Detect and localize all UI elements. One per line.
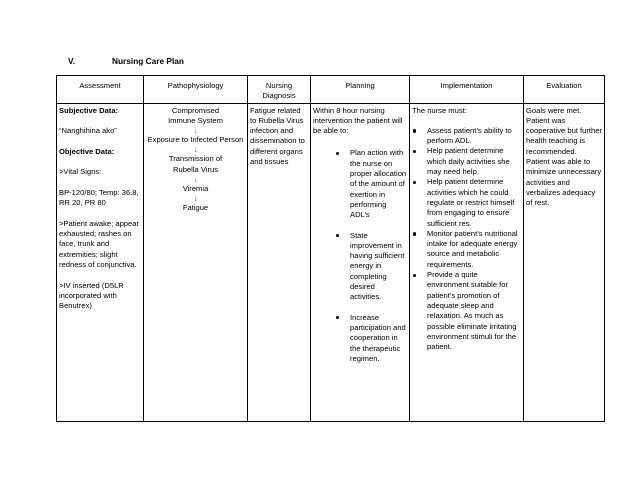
- implementation-list: [412, 126, 521, 353]
- planning-item-text: State improvement in having sufficient energy in completing desired activities.: [350, 230, 405, 302]
- patho-step: Fatigue: [182, 203, 209, 213]
- planning-cell: [311, 103, 410, 421]
- nursing-diagnosis-cell: [248, 103, 311, 421]
- patho-step: Exposure to Infected Person: [147, 135, 244, 145]
- section-number: V.: [68, 56, 76, 66]
- planning-intro: Within 8 hour nursing intervention the patient will be able to:: [313, 105, 403, 136]
- header-nursing-diagnosis: Nursing Diagnosis: [248, 76, 311, 104]
- objective-label: Objective Data:: [59, 146, 115, 156]
- bullet-icon: [336, 316, 339, 319]
- care-plan-row: [57, 103, 605, 421]
- down-arrow-icon: ↓: [193, 175, 198, 185]
- list-item: [350, 231, 407, 303]
- implementation-item-text: Provide a quite environment suitable for patient’s promotion of adequate sleep and relaxation. As much as possible eliminate irritating environment stimuli for the patient.: [427, 270, 517, 352]
- assessment-cell: [57, 103, 144, 421]
- patient-observation: >Patient awake; appear exhausted; rashes on face, trunk and extremities; slight redness of conjunctiva.: [59, 218, 140, 270]
- bullet-icon: [413, 274, 416, 277]
- bullet-icon: [336, 234, 339, 237]
- implementation-item-text: Assess patient’s ability to perform ADL.: [427, 125, 512, 146]
- patho-step: Compromised Immune System: [168, 105, 223, 125]
- planning-item-text: Increase participation and cooperation in the therapeutic regimen.: [350, 312, 406, 363]
- implementation-item-text: Help patient determine which daily activities she may need help.: [427, 146, 510, 177]
- header-pathophysiology: Pathophysiology: [144, 76, 248, 104]
- subjective-quote: “Nanghihina ako”: [59, 126, 117, 136]
- list-item: [427, 177, 521, 228]
- down-arrow-icon: ↓: [193, 126, 198, 136]
- list-item: [350, 313, 407, 364]
- header-implementation: Implementation: [410, 76, 524, 104]
- subjective-label: Subjective Data:: [59, 105, 119, 115]
- iv-note: >IV inserted (D5LR incorporated with Benutrex): [59, 280, 124, 311]
- pathophysiology-cell: [144, 103, 248, 421]
- evaluation-text: Goals were met. Patient was cooperative but further health teaching is recommended. Patient was able to minimize unnecessary activities and verbalizes adequacy of rest.: [526, 105, 602, 208]
- nursing-care-plan-table: [56, 75, 605, 422]
- vital-signs-label: >Vital Signs:: [59, 167, 102, 177]
- vital-signs-values: BP-120/80; Temp: 36.8, RR 20, PR 80: [59, 187, 139, 208]
- implementation-cell: [410, 103, 524, 421]
- planning-item-text: Plan action with the nurse on proper allocation of the amount of exertion in performing ADL’s: [350, 148, 407, 220]
- list-item: [350, 148, 407, 220]
- bullet-icon: [413, 181, 416, 184]
- patho-step: Transmission of Rubella Virus: [168, 154, 223, 174]
- list-item: [427, 229, 521, 270]
- bullet-icon: [413, 150, 416, 153]
- bullet-icon: [413, 232, 416, 235]
- nursing-diagnosis-text: Fatigue related to Rubella Virus infection and dissemination to different organs and tissues: [250, 105, 305, 167]
- implementation-item-text: Monitor patient’s nutritional intake for adequate energy source and metabolic requirements.: [427, 228, 518, 269]
- list-item: [427, 146, 521, 177]
- implementation-intro: The nurse must:: [412, 105, 467, 115]
- bullet-icon: [413, 129, 416, 132]
- section-title: Nursing Care Plan: [112, 56, 184, 66]
- header-assessment: Assessment: [57, 76, 144, 104]
- planning-list: [313, 148, 407, 364]
- implementation-item-text: Help patient determine activities which he could regulate or restrict himself from engaging to ensure sufficient res.: [427, 177, 515, 228]
- down-arrow-icon: ↓: [193, 194, 198, 204]
- patho-step: Viremia: [182, 184, 209, 194]
- header-planning: Planning: [311, 76, 410, 104]
- list-item: [427, 270, 521, 352]
- header-evaluation: Evaluation: [524, 76, 605, 104]
- section-heading: [68, 56, 184, 66]
- down-arrow-icon: ↓: [193, 145, 198, 155]
- evaluation-cell: [524, 103, 605, 421]
- bullet-icon: [336, 152, 339, 155]
- list-item: [427, 126, 521, 147]
- header-row: [57, 76, 605, 104]
